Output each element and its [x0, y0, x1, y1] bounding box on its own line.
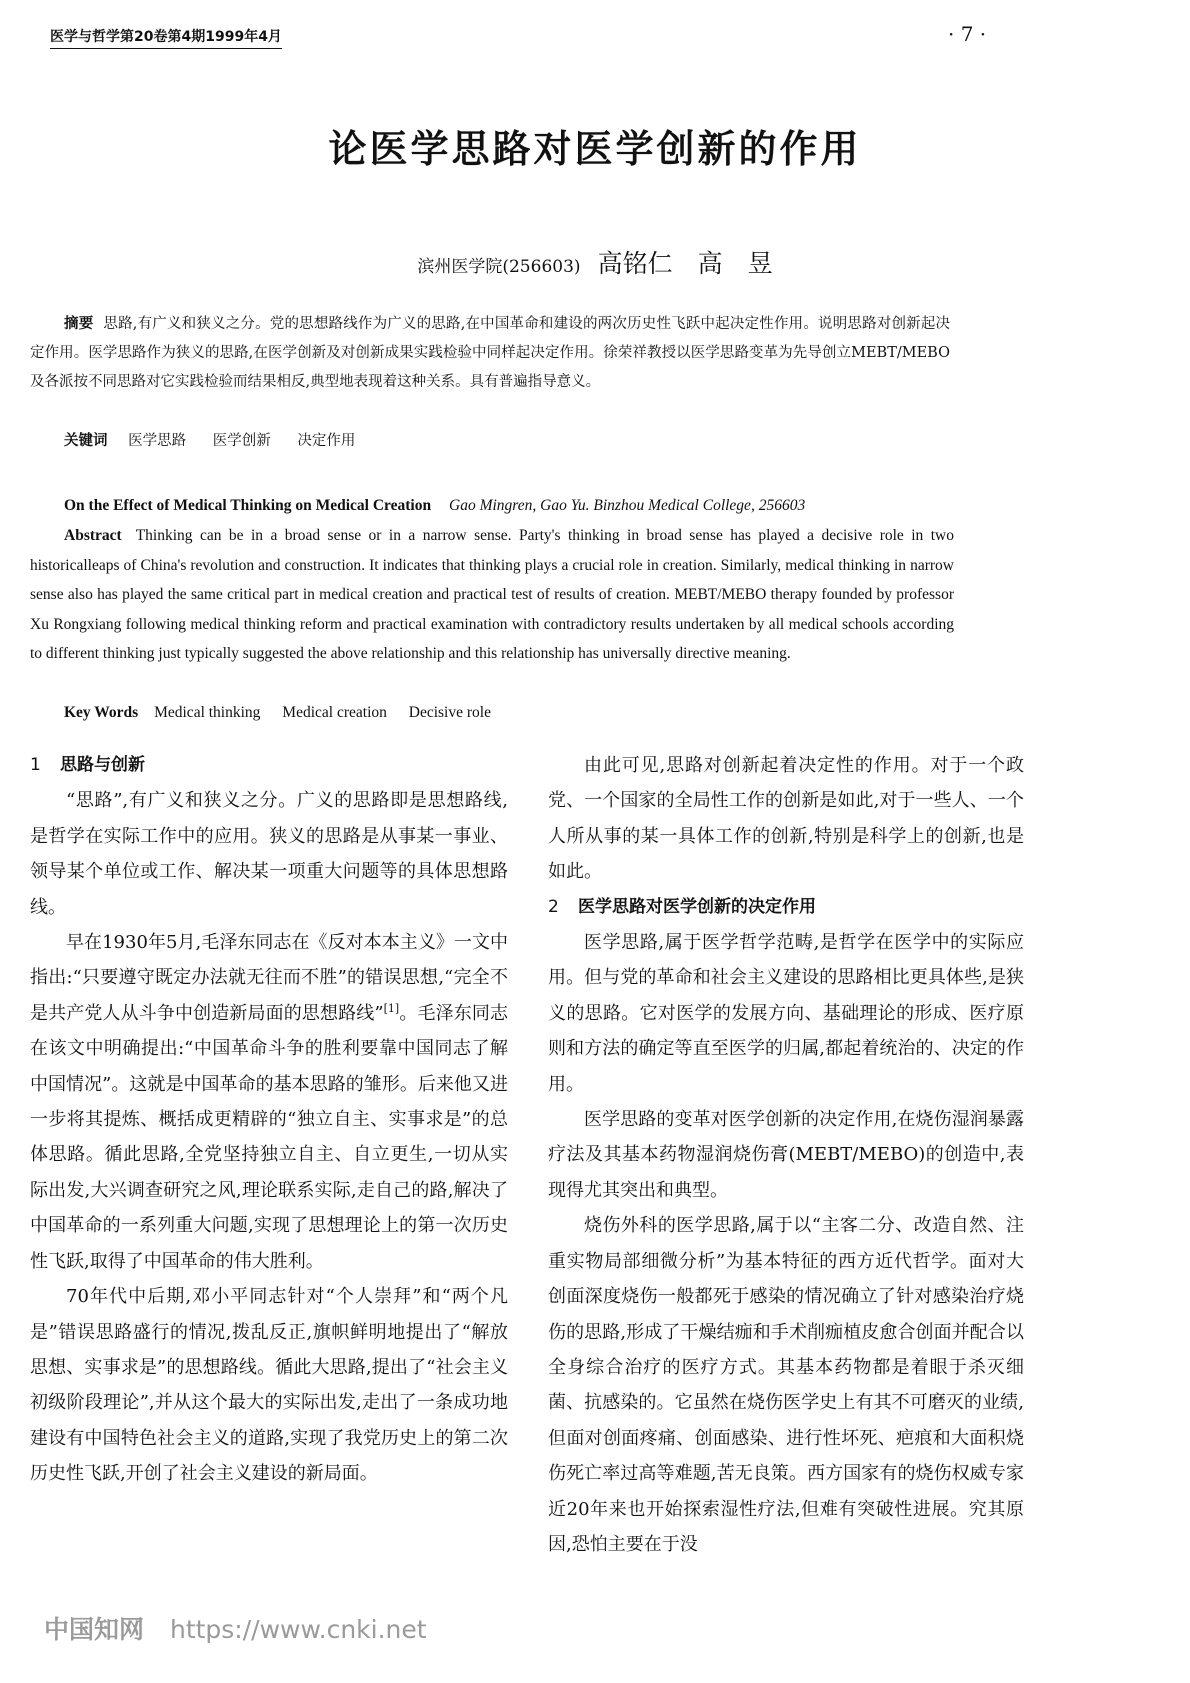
- paragraph: “思路”,有广义和狭义之分。广义的思路即是思想路线,是哲学在实际工作中的应用。狭义的思路是从事某一事业、领导某个单位或工作、解决某一项重大问题等的具体思想路线。: [30, 790, 508, 918]
- authors: 高铭仁 高 昱: [597, 249, 773, 278]
- chinese-keyword: 医学创新: [212, 433, 271, 449]
- paragraph: 70年代中后期,邓小平同志针对“个人崇拜”和“两个凡是”错误思路盛行的情况,拨乱反正,旗帜鲜明地提出了“解放思想、实事求是”的思想路线。循此大思路,提出了“社会主义初级阶段理论”,并从这个最大的实际出发,走出了一条成功地建设有中国特色社会主义的道路,实现了我党历史上的第二次历史性飞跃,开创了社会主义建设的新局面。: [30, 1286, 508, 1485]
- journal-header: 医学与哲学第20卷第4期1999年4月: [50, 26, 282, 49]
- article-title: 论医学思路对医学创新的作用: [328, 127, 862, 171]
- watermark-brand: 中国知网: [44, 1615, 145, 1644]
- body-column-right: [548, 748, 1024, 1562]
- chinese-keyword: 医学思路: [128, 433, 187, 449]
- chinese-keywords: [30, 426, 950, 456]
- paragraph-text: 。毛泽东同志在该文中明确提出:“中国革命斗争的胜利要靠中国同志了解中国情况”。这就是中国革命的基本思路的雏形。后来他又进一步将其提炼、概括成更精辟的“独立自主、实事求是”的总体思路。循此思路,全党坚持独立自主、自立更生,一切从实际出发,大兴调查研究之风,理论联系实际,走自己的路,解决了中国革命的一系列重大问题,实现了思想理论上的第一次历史性飞跃,取得了中国革命的伟大胜利。: [30, 1002, 509, 1272]
- affiliation: 滨州医学院(256603): [417, 257, 581, 277]
- paragraph: [30, 925, 508, 1279]
- section-heading: [548, 890, 1024, 925]
- paragraph: 烧伤外科的医学思路,属于以“主客二分、改造自然、注重实物局部细微分析”为基本特征的西方近代哲学。面对大创面深度烧伤一般都死于感染的情况确立了针对感染治疗烧伤的思路,形成了干燥结痂和手术削痂植皮愈合创面并配合以全身综合治疗的医疗方式。其基本药物都是着眼于杀灭细菌、抗感染的。它虽然在烧伤医学史上有其不可磨灭的业绩,但面对创面疼痛、创面感染、进行性坏死、疤痕和大面积烧伤死亡率过高等难题,苦无良策。西方国家有的烧伤权威专家近20年来也开始探索湿性疗法,但难有突破性进展。究其原因,恐怕主要在于没: [548, 1215, 1024, 1555]
- english-keyword: Decisive role: [408, 704, 491, 721]
- english-keyword: Medical thinking: [154, 704, 261, 721]
- chinese-abstract-label: 摘要: [64, 315, 94, 332]
- english-title-line: [30, 491, 954, 521]
- citation-ref: [1]: [383, 1001, 400, 1015]
- paragraph-text: 早在1930年5月,毛泽东同志在《反对本本主义》一文中指出:“只要遵守既定办法就无往而不胜”的错误思想,“完全不是共产党人从斗争中创造新局面的思想路线”: [30, 932, 508, 1024]
- page-number: · 7 ·: [948, 22, 987, 46]
- paragraph: 医学思路,属于医学哲学范畴,是哲学在医学中的实际应用。但与党的革命和社会主义建设的思路相比更具体些,是狭义的思路。它对医学的发展方向、基础理论的形成、医疗原则和方法的确定等直至医学的归属,都起着统治的、决定的作用。: [548, 932, 1024, 1095]
- english-keywords: [30, 698, 954, 728]
- section-title: 医学思路对医学创新的决定作用: [578, 896, 816, 917]
- section-title: 思路与创新: [60, 755, 145, 775]
- chinese-keyword: 决定作用: [297, 433, 356, 449]
- paragraph: 由此可见,思路对创新起着决定性的作用。对于一个政党、一个国家的全局性工作的创新是如此,对于一些人、一个人所从事的某一具体工作的创新,特别是科学上的创新,也是如此。: [548, 755, 1024, 883]
- body-column-left: [30, 748, 508, 1492]
- section-heading: [30, 748, 508, 783]
- chinese-abstract: [30, 309, 950, 397]
- english-abstract-label: Abstract: [64, 527, 122, 544]
- paragraph: 医学思路的变革对医学创新的决定作用,在烧伤湿润暴露疗法及其基本药物湿润烧伤膏(MEBT/MEBO)的创造中,表现得尤其突出和典型。: [548, 1109, 1024, 1201]
- english-abstract: [30, 521, 954, 669]
- chinese-abstract-text: 思路,有广义和狭义之分。党的思想路线作为广义的思路,在中国革命和建设的两次历史性飞跃中起决定性作用。说明思路对创新起决定作用。医学思路作为狭义的思路,在医学创新及对创新成果实践检验中同样起决定作用。徐荣祥教授以医学思路变革为先导创立MEBT/MEBO及各派按不同思路对它实践检验而结果相反,典型地表现着这种关系。具有普遍指导意义。: [30, 316, 951, 390]
- section-number: 2: [548, 896, 559, 917]
- section-number: 1: [30, 755, 41, 775]
- english-keyword: Medical creation: [282, 704, 387, 721]
- cnki-watermark: [44, 1610, 427, 1646]
- english-abstract-text: Thinking can be in a broad sense or in a narrow sense. Party's thinking in broad sense has played a decisive role in two historicalleaps of China's revolution and construction. It indicates that thinking plays a crucial role in creation. Similarly, medical thinking in narrow sense also has played the same critical part in medical creation and practical test of results of creation. MEBT/MEBO therapy founded by professor Xu Rongxiang following medical thinking reform and practical examination with contradictory results undertaken by all medical schools according to different thinking just typically suggested the above relationship and this relationship has universally directive meaning.: [30, 527, 954, 662]
- chinese-keywords-label: 关键词: [64, 432, 108, 449]
- english-keywords-label: Key Words: [64, 704, 139, 721]
- english-title: On the Effect of Medical Thinking on Medical Creation: [64, 497, 432, 514]
- watermark-url: https://www.cnki.net: [169, 1615, 427, 1644]
- byline: [0, 244, 1190, 280]
- english-authors: Gao Mingren, Gao Yu. Binzhou Medical College, 256603: [449, 497, 806, 514]
